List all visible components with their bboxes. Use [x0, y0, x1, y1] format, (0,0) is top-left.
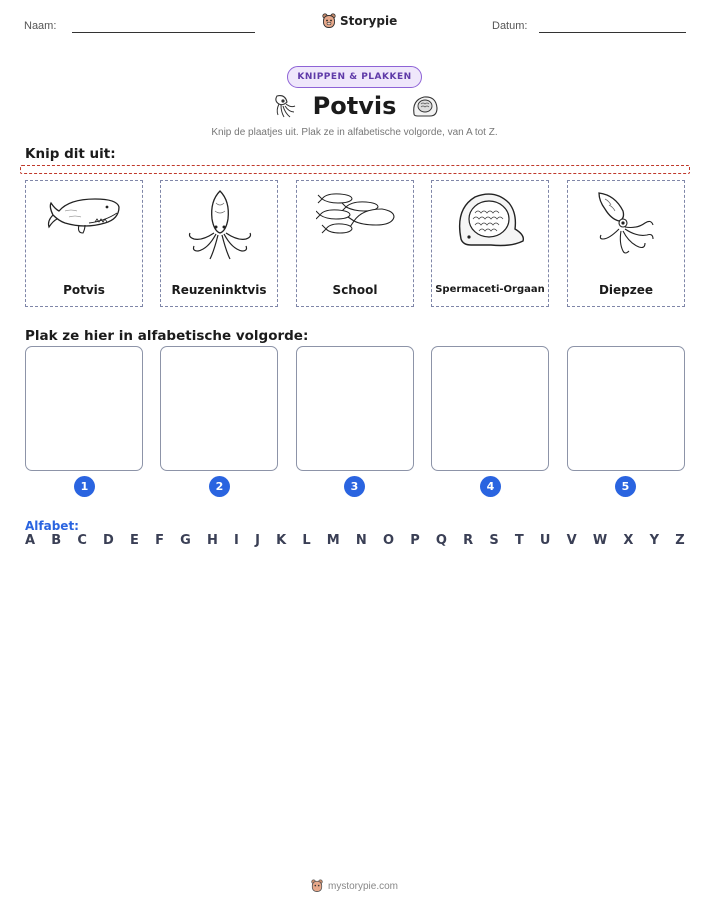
- card-label: Diepzee: [598, 283, 654, 297]
- whale-pod-icon: [316, 189, 396, 241]
- instructions: Knip de plaatjes uit. Plak ze in alfabetische volgorde, van A tot Z.: [211, 127, 498, 138]
- alphabet-letter: K: [276, 533, 287, 548]
- alphabet-letter: L: [302, 533, 311, 548]
- giant-squid-icon: [180, 189, 260, 269]
- name-label: Naam:: [24, 20, 57, 32]
- alphabet-letter: O: [382, 533, 395, 548]
- paste-box-1[interactable]: [25, 346, 143, 471]
- slot-number-5: 5: [615, 476, 636, 497]
- cut-card-spermaceti-orgaan[interactable]: [431, 180, 549, 307]
- spermaceti-icon: [410, 92, 440, 120]
- alphabet-letter: U: [539, 533, 551, 548]
- alphabet-letter: P: [410, 533, 420, 548]
- footer: [0, 879, 709, 893]
- alphabet-letter: H: [206, 533, 218, 548]
- alphabet-letter: B: [51, 533, 62, 548]
- brand-name: Storypie: [340, 14, 398, 28]
- footer-site: mystorypie.com: [327, 880, 398, 892]
- paste-box-5[interactable]: [567, 346, 685, 471]
- slot-number-2: 2: [209, 476, 230, 497]
- alphabet-letter: R: [463, 533, 474, 548]
- sperm-whale-icon: [45, 189, 125, 241]
- date-label: Datum:: [492, 20, 528, 32]
- alphabet-letter: C: [77, 533, 87, 548]
- spermaceti-organ-icon: [451, 189, 531, 253]
- alphabet-letter: D: [103, 533, 114, 548]
- name-line[interactable]: [72, 32, 255, 33]
- date-line[interactable]: [539, 32, 686, 33]
- alphabet-row: [25, 533, 685, 548]
- alphabet-letter: Q: [435, 533, 447, 548]
- activity-badge: KNIPPEN & PLAKKEN: [287, 66, 422, 88]
- cut-card-potvis[interactable]: [25, 180, 143, 307]
- cut-section-title: Knip dit uit:: [25, 146, 116, 162]
- paste-box-4[interactable]: [431, 346, 549, 471]
- cut-card-school[interactable]: [296, 180, 414, 307]
- card-label: Spermaceti-Orgaan: [435, 284, 545, 295]
- brand-logo: [322, 13, 397, 29]
- card-label: Potvis: [63, 283, 105, 297]
- alphabet-letter: N: [355, 533, 367, 548]
- paste-box-2[interactable]: [160, 346, 278, 471]
- alphabet-title: Alfabet:: [25, 519, 79, 533]
- slot-number-3: 3: [344, 476, 365, 497]
- alphabet-letter: V: [566, 533, 577, 548]
- alphabet-letter: Z: [675, 533, 685, 548]
- page-title: Potvis: [312, 92, 397, 120]
- paste-box-3[interactable]: [296, 346, 414, 471]
- alphabet-letter: A: [25, 533, 36, 548]
- alphabet-letter: F: [155, 533, 164, 548]
- card-label: Reuzeninktvis: [171, 283, 267, 297]
- alphabet-letter: M: [326, 533, 340, 548]
- alphabet-letter: G: [180, 533, 191, 548]
- deep-sea-squid-icon: [587, 189, 667, 259]
- slot-number-1: 1: [74, 476, 95, 497]
- alphabet-letter: X: [623, 533, 634, 548]
- alphabet-letter: I: [234, 533, 239, 548]
- paste-section-title: Plak ze hier in alfabetische volgorde:: [25, 328, 309, 344]
- cut-card-diepzee[interactable]: [567, 180, 685, 307]
- slot-number-4: 4: [480, 476, 501, 497]
- alphabet-letter: J: [255, 533, 260, 548]
- alphabet-letter: T: [514, 533, 524, 548]
- storypie-mascot-icon: [311, 879, 323, 893]
- cut-line: [20, 165, 690, 174]
- alphabet-letter: E: [130, 533, 139, 548]
- alphabet-letter: Y: [649, 533, 660, 548]
- cut-card-reuzeninktvis[interactable]: [160, 180, 278, 307]
- alphabet-letter: S: [489, 533, 499, 548]
- card-label: School: [332, 283, 378, 297]
- storypie-mascot-icon: [322, 13, 336, 29]
- alphabet-letter: W: [592, 533, 608, 548]
